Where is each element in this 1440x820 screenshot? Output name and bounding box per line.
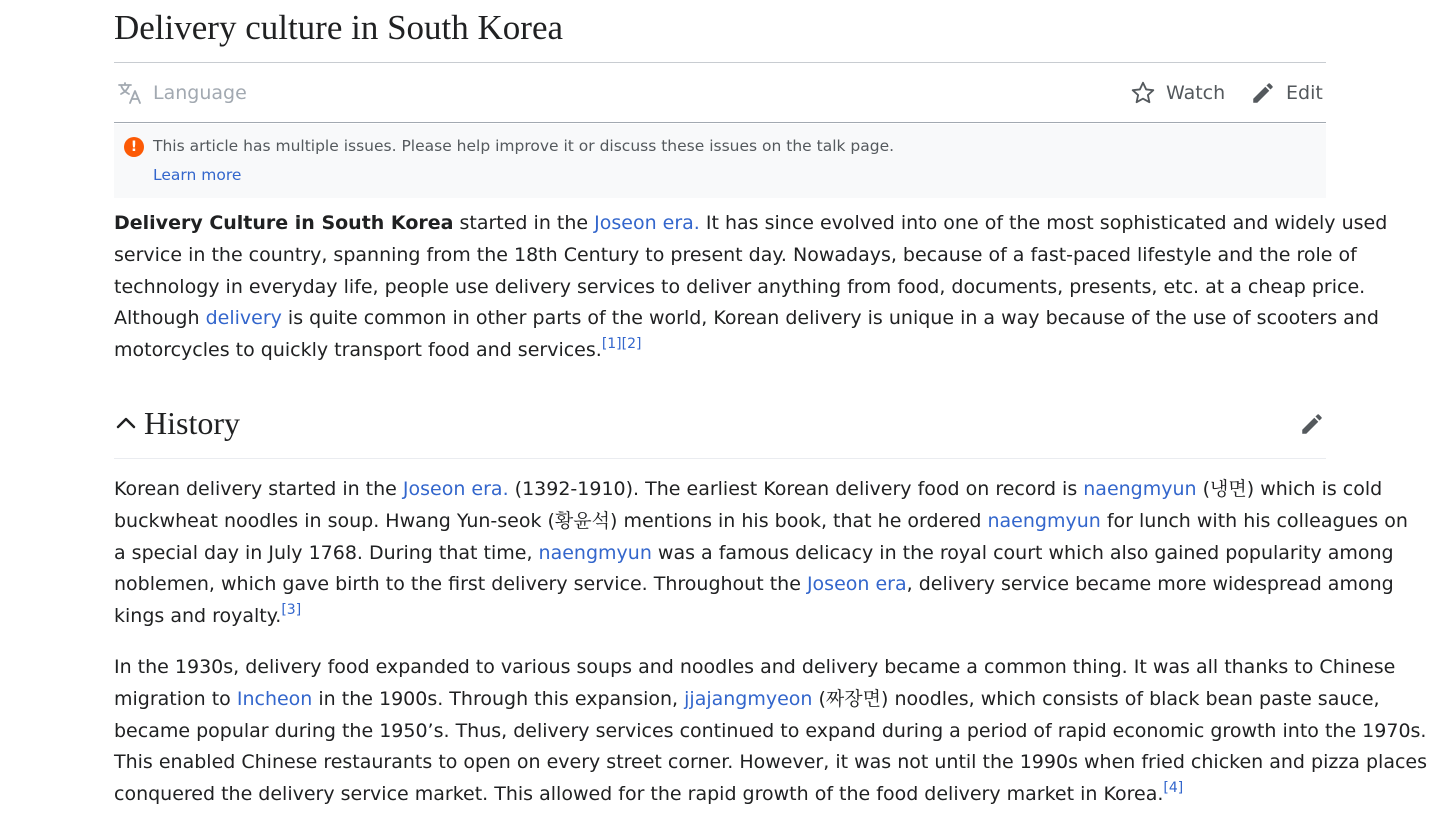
naengmyun-link[interactable]: naengmyun bbox=[538, 541, 652, 564]
chevron-up-icon[interactable] bbox=[116, 414, 136, 434]
language-label: Language bbox=[153, 82, 247, 104]
watch-button[interactable] bbox=[1130, 63, 1225, 123]
language-button[interactable] bbox=[117, 63, 247, 123]
issues-text: This article has multiple issues. Please help improve it or discuss these issues on the talk page. bbox=[153, 137, 895, 155]
delivery-link[interactable]: delivery bbox=[205, 307, 282, 330]
lead-paragraph: Delivery Culture in South Korea started in the Joseon era. It has since evolved into one of the most sophisticated and widely used service in the country, spanning from the 18th Century to present day. Nowadays, because of a fast-paced lifestyle and the role of technology in everyday life, people use delivery services to deliver anything from food, documents, presents, etc. at a cheap price. Although delivery is quite common in other parts of the world, Korean delivery is unique in a way because of the use of scooters and motorcycles to quickly transport food and services.[1][2] bbox=[114, 212, 1388, 362]
section-divider bbox=[114, 458, 1326, 459]
page-title: Delivery culture in South Korea bbox=[114, 8, 564, 47]
citation-2[interactable]: [2] bbox=[621, 336, 642, 353]
history-paragraph-1: Korean delivery started in the Joseon era. (1392-1910). The earliest Korean delivery food on record is naengmyun (냉면) which is cold buckwheat noodles in soup. Hwang Yun-seok (황윤석) mentions in his book, that he ordered naengmyun for lunch with his colleagues on a special day in July 1768. During that time, naengmyun was a famous delicacy in the royal court which also gained popularity among noblemen, which gave birth to the first delivery service. Throughout the Joseon era, delivery service became more widespread among kings and royalty.[3] bbox=[114, 478, 1408, 628]
naengmyun-link[interactable]: naengmyun bbox=[1083, 478, 1197, 500]
learn-more-link[interactable]: Learn more bbox=[153, 166, 242, 184]
joseon-era-link[interactable]: Joseon era bbox=[806, 573, 907, 596]
warning-icon: ! bbox=[124, 137, 144, 157]
section-edit-pencil-icon[interactable] bbox=[1299, 411, 1325, 441]
issues-notice bbox=[114, 124, 1326, 198]
edit-label: Edit bbox=[1286, 82, 1323, 104]
history-section-heading[interactable] bbox=[114, 398, 1326, 458]
citation-3[interactable]: [3] bbox=[281, 602, 302, 619]
lead-bold-term: Delivery Culture in South Korea bbox=[114, 212, 454, 234]
star-icon bbox=[1130, 80, 1156, 106]
watch-label: Watch bbox=[1166, 82, 1226, 104]
citation-1[interactable]: [1] bbox=[601, 336, 622, 353]
history-paragraph-2: In the 1930s, delivery food expanded to various soups and noodles and delivery became a common thing. It was all thanks to Chinese migration to Incheon in the 1900s. Through this expansion, jjajangmyeon (짜장면) noodles, which consists of black bean paste sauce, became popular during the 1950’s. Thus, delivery services continued to expand during a period of rapid economic growth into the 1970s. This enabled Chinese restaurants to open on every street corner. However, it was not until the 1990s when fried chicken and pizza places conquered the delivery service market. This allowed for the rapid growth of the food delivery market in Korea.[4] bbox=[114, 656, 1428, 806]
citation-4[interactable]: [4] bbox=[1163, 780, 1184, 797]
edit-button[interactable] bbox=[1250, 63, 1323, 123]
section-title: History bbox=[144, 405, 240, 441]
incheon-link[interactable]: Incheon bbox=[236, 687, 313, 710]
joseon-era-link[interactable]: Joseon era. bbox=[402, 478, 509, 500]
jjajangmyeon-link[interactable]: jjajangmyeon bbox=[684, 687, 813, 710]
joseon-era-link[interactable]: Joseon era. bbox=[594, 212, 700, 234]
language-icon bbox=[117, 81, 145, 105]
page-actions-bar bbox=[114, 63, 1326, 123]
actions-divider bbox=[114, 122, 1326, 123]
pencil-icon bbox=[1250, 80, 1276, 106]
naengmyun-link[interactable]: naengmyun bbox=[987, 509, 1101, 532]
